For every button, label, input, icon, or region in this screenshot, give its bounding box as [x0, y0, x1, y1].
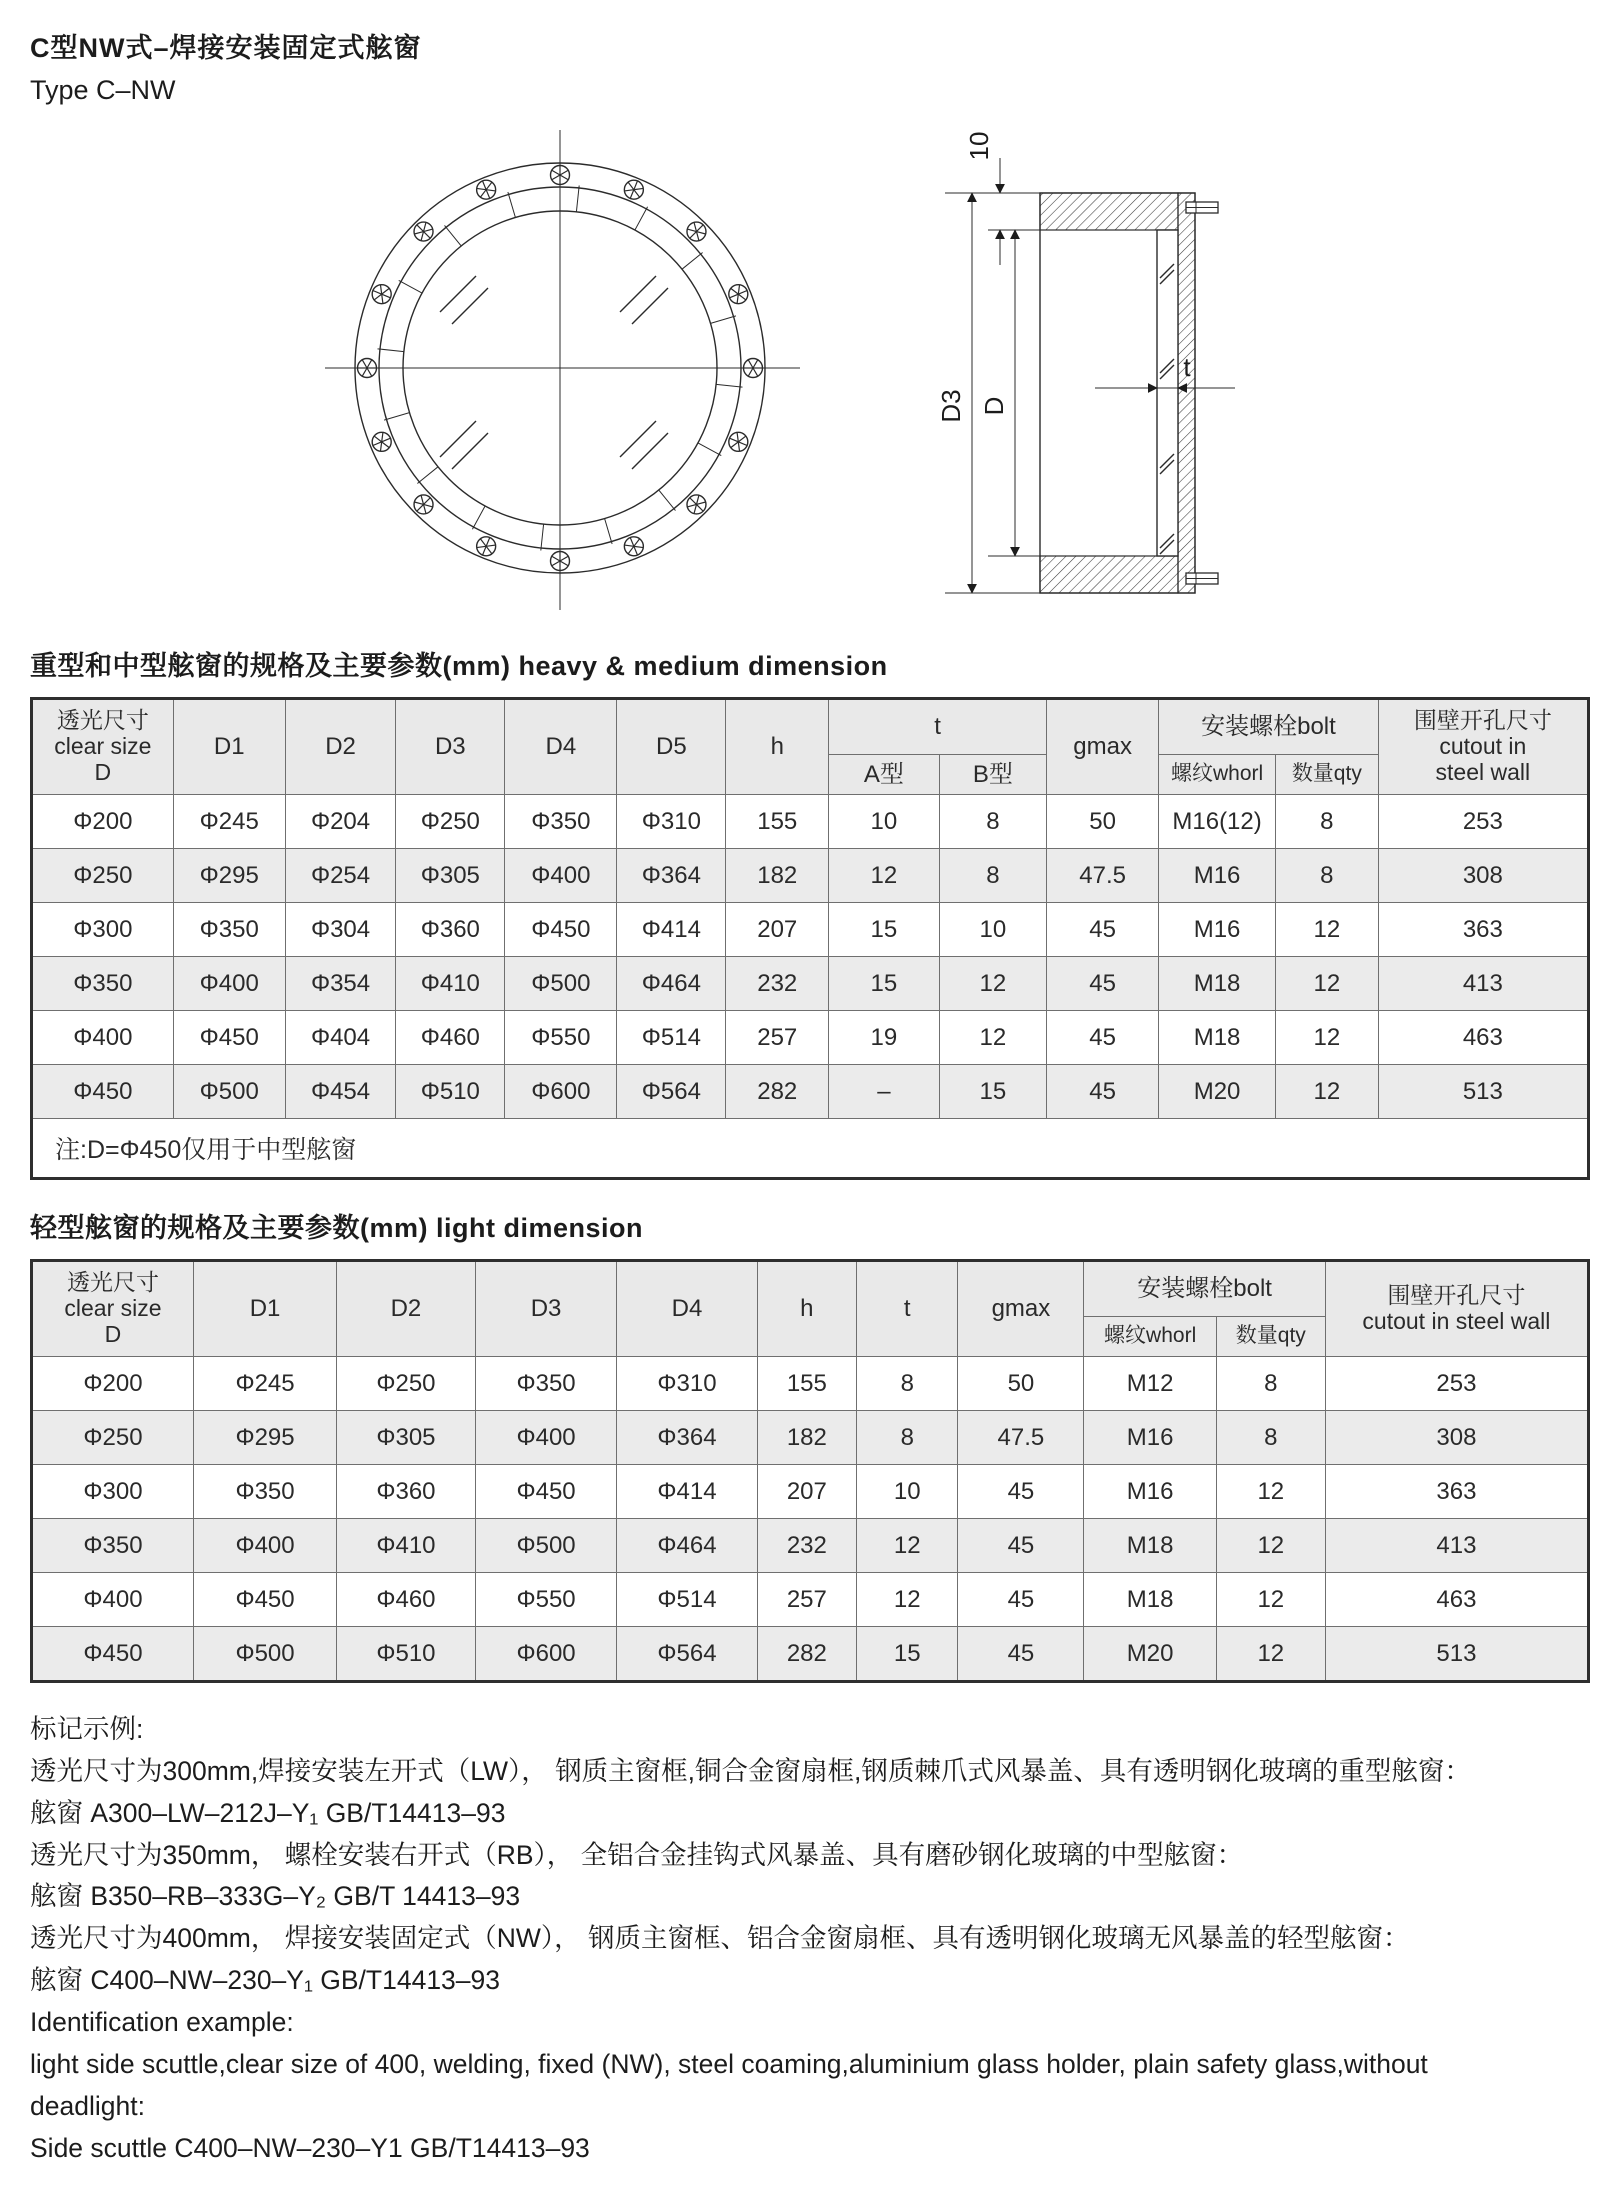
table-cell: 47.5: [1047, 849, 1159, 903]
table-cell: M18: [1159, 957, 1276, 1011]
table-cell: Φ350: [193, 1465, 336, 1519]
table-cell: 45: [958, 1627, 1084, 1682]
table-cell: 207: [726, 903, 829, 957]
table-cell: 282: [726, 1065, 829, 1119]
table-cell: Φ464: [617, 1519, 757, 1573]
table-cell: Φ414: [617, 1465, 757, 1519]
table-cell: Φ360: [396, 903, 505, 957]
table-cell: 12: [1216, 1519, 1325, 1573]
col-header-whorl: 螺纹whorl: [1084, 1317, 1216, 1357]
table-cell: 45: [958, 1519, 1084, 1573]
table-cell: Φ295: [173, 849, 285, 903]
table-cell: 413: [1378, 957, 1588, 1011]
table-cell: Φ250: [396, 795, 505, 849]
dim-label-10: 10: [964, 131, 994, 161]
table-cell: 12: [1216, 1465, 1325, 1519]
light-table: [30, 1259, 1590, 1683]
table-cell: Φ200: [32, 1357, 194, 1411]
table-cell: Φ450: [475, 1465, 617, 1519]
table-cell: 308: [1325, 1411, 1588, 1465]
col-header-t-type-a: A型: [829, 755, 940, 795]
bolt-icon: [624, 180, 647, 230]
table-cell: Φ500: [505, 957, 617, 1011]
table-cell: 253: [1378, 795, 1588, 849]
table-cell: Φ514: [617, 1573, 757, 1627]
note-code: 舷窗 C400–NW–230–Y₁ GB/T14413–93: [30, 1965, 501, 1996]
table-cell: Φ364: [617, 849, 726, 903]
table-cell: 15: [829, 903, 940, 957]
col-header-d5: D5: [617, 699, 726, 795]
table-cell: Φ450: [505, 903, 617, 957]
table-cell: M16: [1159, 849, 1276, 903]
table-cell: M16: [1084, 1411, 1216, 1465]
technical-drawings: [255, 118, 1589, 618]
heavy-table-title: 重型和中型舷窗的规格及主要参数(mm) heavy & medium dimension: [30, 651, 888, 681]
table-cell: M16: [1084, 1465, 1216, 1519]
table-cell: 12: [1216, 1573, 1325, 1627]
table-cell: Φ204: [285, 795, 396, 849]
table-cell: 8: [939, 849, 1046, 903]
table-cell: 413: [1325, 1519, 1588, 1573]
table-cell: 50: [1047, 795, 1159, 849]
table-cell: 10: [857, 1465, 958, 1519]
table-cell: Φ460: [396, 1011, 505, 1065]
table-cell: 513: [1325, 1627, 1588, 1682]
table-cell: Φ305: [337, 1411, 476, 1465]
table-cell: Φ454: [285, 1065, 396, 1119]
table-cell: Φ500: [475, 1519, 617, 1573]
notes-label-zh: 标记示例:: [30, 1714, 144, 1744]
table-cell: Φ464: [617, 957, 726, 1011]
col-header-qty: 数量qty: [1216, 1317, 1325, 1357]
table-cell: 12: [1275, 1065, 1378, 1119]
table-cell: 308: [1378, 849, 1588, 903]
bolt-icon: [472, 506, 495, 556]
table-cell: Φ600: [505, 1065, 617, 1119]
table-note: 注:D=Φ450仅用于中型舷窗: [32, 1119, 1589, 1179]
col-header-clear-size: 透光尺寸 clear size D: [32, 699, 174, 795]
table-cell: 8: [857, 1357, 958, 1411]
dim-label-d3: D3: [936, 389, 966, 423]
table-cell: Φ450: [32, 1627, 194, 1682]
table-cell: 12: [1216, 1627, 1325, 1682]
table-cell: Φ300: [32, 1465, 194, 1519]
table-cell: Φ250: [32, 1411, 194, 1465]
table-row: [32, 957, 1589, 1011]
table-cell: 182: [757, 1411, 857, 1465]
table-note-row: [32, 1119, 1589, 1179]
table-cell: Φ350: [173, 903, 285, 957]
table-cell: 232: [757, 1519, 857, 1573]
table-cell: 8: [1216, 1411, 1325, 1465]
col-header-gmax: gmax: [958, 1261, 1084, 1357]
identification-examples: [30, 1709, 1589, 2169]
bolt-section-top: [1186, 202, 1218, 213]
col-header-cutout: 围壁开孔尺寸 cutout in steel wall: [1378, 699, 1588, 795]
table-cell: 282: [757, 1627, 857, 1682]
table-cell: Φ404: [285, 1011, 396, 1065]
col-header-t-type-b: B型: [939, 755, 1046, 795]
table-cell: Φ245: [193, 1357, 336, 1411]
col-header-bolt: 安装螺栓bolt: [1159, 699, 1379, 755]
table-cell: 182: [726, 849, 829, 903]
note-line: 透光尺寸为300mm,焊接安装左开式（LW）， 钢质主窗框,铜合金窗扇框,钢质棘爪式风暴盖、具有透明钢化玻璃的重型舷窗：: [30, 1755, 1471, 1786]
note-line: 透光尺寸为400mm， 焊接安装固定式（NW）， 钢质主窗框、铝合金窗扇框、具有透明钢化玻璃无风暴盖的轻型舷窗：: [30, 1923, 1410, 1954]
table-cell: 8: [939, 795, 1046, 849]
table-cell: –: [829, 1065, 940, 1119]
table-row: [32, 849, 1589, 903]
table-cell: Φ550: [475, 1573, 617, 1627]
table-cell: Φ360: [337, 1465, 476, 1519]
bolt-icon: [372, 280, 422, 303]
porthole-front-view-drawing: [255, 118, 835, 618]
table-cell: Φ400: [32, 1011, 174, 1065]
col-header-d4: D4: [617, 1261, 757, 1357]
bolt-icon: [698, 432, 748, 455]
table-cell: 12: [1275, 903, 1378, 957]
table-cell: Φ304: [285, 903, 396, 957]
col-header-h: h: [757, 1261, 857, 1357]
table-cell: Φ450: [193, 1573, 336, 1627]
table-cell: M18: [1159, 1011, 1276, 1065]
table-cell: M12: [1084, 1357, 1216, 1411]
table-cell: Φ510: [396, 1065, 505, 1119]
table-cell: 19: [829, 1011, 940, 1065]
table-cell: 12: [857, 1573, 958, 1627]
table-cell: M18: [1084, 1519, 1216, 1573]
table-cell: 45: [1047, 1065, 1159, 1119]
table-cell: Φ450: [32, 1065, 174, 1119]
table-row: [32, 1011, 1589, 1065]
table-cell: Φ460: [337, 1573, 476, 1627]
table-cell: Φ550: [505, 1011, 617, 1065]
note-code: 舷窗 B350–RB–333G–Y₂ GB/T 14413–93: [30, 1881, 521, 1912]
bolt-icon: [541, 524, 570, 570]
col-header-d3: D3: [396, 699, 505, 795]
table-cell: 363: [1325, 1465, 1588, 1519]
table-cell: 45: [1047, 1011, 1159, 1065]
table-cell: 363: [1378, 903, 1588, 957]
table-cell: Φ410: [337, 1519, 476, 1573]
table-cell: 232: [726, 957, 829, 1011]
table-cell: M16: [1159, 903, 1276, 957]
table-row: [32, 1627, 1589, 1682]
col-header-t: t: [829, 699, 1047, 755]
col-header-d1: D1: [173, 699, 285, 795]
col-header-t: t: [857, 1261, 958, 1357]
col-header-d4: D4: [505, 699, 617, 795]
page-title-en: Type C–NW: [30, 75, 176, 105]
table-cell: Φ350: [32, 1519, 194, 1573]
table-cell: Φ410: [396, 957, 505, 1011]
heavy-medium-table: [30, 697, 1590, 1180]
table-cell: Φ350: [505, 795, 617, 849]
light-table-title: 轻型舷窗的规格及主要参数(mm) light dimension: [30, 1213, 643, 1243]
table-cell: 463: [1378, 1011, 1588, 1065]
glass-hatch-marks: [440, 276, 668, 469]
table-cell: Φ254: [285, 849, 396, 903]
table-cell: 50: [958, 1357, 1084, 1411]
table-cell: Φ310: [617, 795, 726, 849]
porthole-section-view-drawing: [890, 118, 1235, 618]
table-cell: 253: [1325, 1357, 1588, 1411]
table-cell: Φ500: [173, 1065, 285, 1119]
col-header-h: h: [726, 699, 829, 795]
table-cell: 47.5: [958, 1411, 1084, 1465]
table-cell: Φ510: [337, 1627, 476, 1682]
table-cell: Φ564: [617, 1627, 757, 1682]
table-cell: M18: [1084, 1573, 1216, 1627]
table-cell: 8: [857, 1411, 958, 1465]
table-cell: 45: [958, 1465, 1084, 1519]
table-cell: M20: [1159, 1065, 1276, 1119]
table-cell: 15: [857, 1627, 958, 1682]
note-line-en: light side scuttle,clear size of 400, welding, fixed (NW), steel coaming,aluminium glass holder, plain safety glass,without: [30, 2048, 1428, 2079]
table-cell: 8: [1216, 1357, 1325, 1411]
table-cell: Φ250: [337, 1357, 476, 1411]
table-cell: Φ350: [32, 957, 174, 1011]
col-header-clear-size: 透光尺寸 clear size D: [32, 1261, 194, 1357]
table-cell: 8: [1275, 795, 1378, 849]
table-cell: 15: [829, 957, 940, 1011]
table-cell: Φ514: [617, 1011, 726, 1065]
table-cell: Φ564: [617, 1065, 726, 1119]
note-line: 透光尺寸为350mm， 螺栓安装右开式（RB）， 全铝合金挂钩式风暴盖、具有磨砂钢化玻璃的中型舷窗：: [30, 1839, 1244, 1870]
table-cell: Φ400: [475, 1411, 617, 1465]
table-cell: 45: [1047, 903, 1159, 957]
table-row: [32, 1465, 1589, 1519]
table-cell: Φ200: [32, 795, 174, 849]
table-cell: Φ295: [193, 1411, 336, 1465]
bolt-icon: [358, 349, 404, 378]
table-cell: 207: [757, 1465, 857, 1519]
table-cell: Φ350: [475, 1357, 617, 1411]
dim-label-d: D: [979, 396, 1009, 416]
col-header-d3: D3: [475, 1261, 617, 1357]
col-header-whorl: 螺纹whorl: [1159, 755, 1276, 795]
table-cell: 12: [939, 957, 1046, 1011]
table-cell: Φ400: [32, 1573, 194, 1627]
table-cell: Φ400: [193, 1519, 336, 1573]
notes-label-en: Identification example:: [30, 2007, 294, 2038]
table-cell: 15: [939, 1065, 1046, 1119]
table-cell: Φ600: [475, 1627, 617, 1682]
table-cell: 513: [1378, 1065, 1588, 1119]
bolt-icon: [551, 166, 580, 212]
table-cell: Φ400: [173, 957, 285, 1011]
table-cell: 12: [1275, 957, 1378, 1011]
table-cell: 45: [958, 1573, 1084, 1627]
table-cell: Φ250: [32, 849, 174, 903]
table-cell: Φ310: [617, 1357, 757, 1411]
table-cell: Φ414: [617, 903, 726, 957]
table-cell: 12: [939, 1011, 1046, 1065]
col-header-bolt: 安装螺栓bolt: [1084, 1261, 1325, 1317]
bolt-icon: [716, 359, 762, 388]
table-row: [32, 1519, 1589, 1573]
col-header-cutout: 围壁开孔尺寸 cutout in steel wall: [1325, 1261, 1588, 1357]
table-cell: 10: [829, 795, 940, 849]
table-cell: M20: [1084, 1627, 1216, 1682]
table-row: [32, 1411, 1589, 1465]
table-row: [32, 1357, 1589, 1411]
table-cell: 463: [1325, 1573, 1588, 1627]
bolt-section-bottom: [1186, 573, 1218, 584]
table-cell: Φ450: [173, 1011, 285, 1065]
table-cell: 10: [939, 903, 1046, 957]
table-cell: 12: [857, 1519, 958, 1573]
table-row: [32, 1065, 1589, 1119]
col-header-d2: D2: [285, 699, 396, 795]
table-cell: 8: [1275, 849, 1378, 903]
table-cell: 155: [757, 1357, 857, 1411]
page-title-zh: C型NW式–焊接安装固定式舷窗: [30, 33, 422, 63]
table-cell: Φ305: [396, 849, 505, 903]
col-header-gmax: gmax: [1047, 699, 1159, 795]
note-code: 舷窗 A300–LW–212J–Y₁ GB/T14413–93: [30, 1797, 506, 1828]
note-line-en: deadlight:: [30, 2090, 145, 2121]
table-cell: Φ245: [173, 795, 285, 849]
glass-pane: [1157, 230, 1178, 556]
table-cell: 45: [1047, 957, 1159, 1011]
table-cell: M16(12): [1159, 795, 1276, 849]
col-header-d2: D2: [337, 1261, 476, 1357]
table-cell: 155: [726, 795, 829, 849]
col-header-qty: 数量qty: [1275, 755, 1378, 795]
table-cell: Φ400: [505, 849, 617, 903]
table-row: [32, 1573, 1589, 1627]
note-line-en: Side scuttle C400–NW–230–Y1 GB/T14413–93: [30, 2132, 590, 2163]
table-cell: 12: [1275, 1011, 1378, 1065]
dim-label-t: t: [1183, 352, 1191, 382]
table-cell: Φ300: [32, 903, 174, 957]
table-cell: Φ354: [285, 957, 396, 1011]
table-row: [32, 795, 1589, 849]
table-cell: 257: [726, 1011, 829, 1065]
table-cell: 257: [757, 1573, 857, 1627]
table-row: [32, 903, 1589, 957]
col-header-d1: D1: [193, 1261, 336, 1357]
table-cell: Φ500: [193, 1627, 336, 1682]
table-cell: Φ364: [617, 1411, 757, 1465]
table-cell: 12: [829, 849, 940, 903]
